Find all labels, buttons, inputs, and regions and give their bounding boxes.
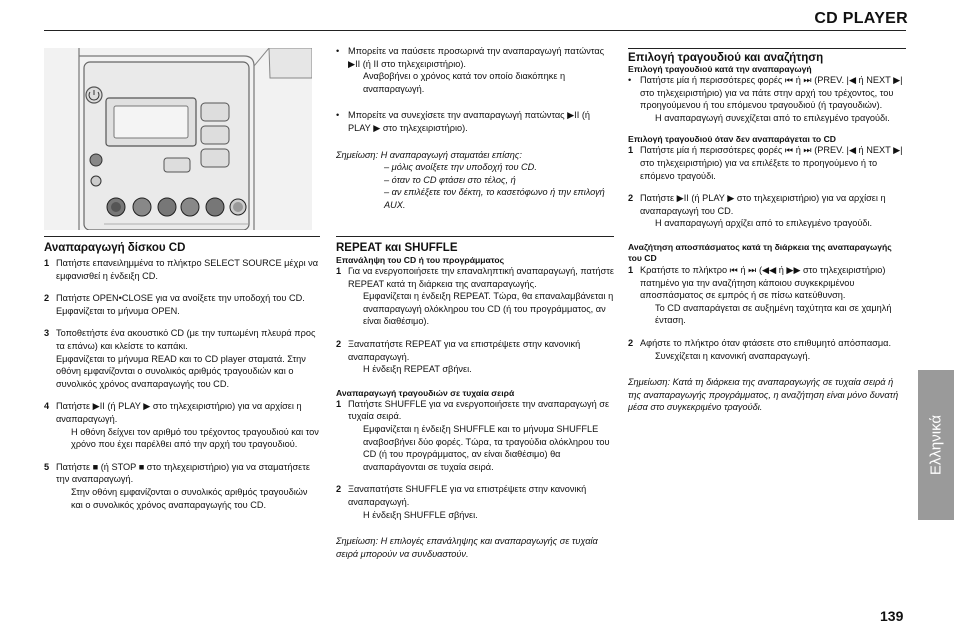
search-step-1 [628, 264, 906, 327]
search-note: Σημείωση: Κατά τη διάρκεια της αναπαραγωγής σε τυχαία σειρά ή της αναπαραγωγής προγράμματος, η αναζήτηση είναι μόνο δυνατή μέσα στο συγκεκριμένο τραγούδι. [628, 377, 899, 413]
note-item: – όταν το CD φτάσει στο τέλος, ή [384, 174, 516, 185]
bullet-result: Η αναπαραγωγή συνεχίζεται από το επιλεγμένο τραγούδι. [655, 112, 890, 123]
note-intro: Σημείωση: Η αναπαραγωγή σταματάει επίσης: [336, 149, 522, 160]
step-number: 3 [44, 328, 50, 339]
select-stopped-step-1 [628, 144, 906, 182]
step-result: Συνεχίζεται η κανονική αναπαραγωγή. [655, 350, 811, 361]
bullet-icon: • [336, 46, 340, 56]
step-text: Πατήστε OPEN•CLOSE για να ανοίξετε την υποδοχή του CD. [56, 293, 305, 304]
step-number: 2 [628, 193, 634, 204]
step-number: 1 [628, 264, 634, 275]
step-text: Πατήστε ▶II (ή PLAY ▶ στο τηλεχειριστήριο) για να αρχίσει η αναπαραγωγή του CD. [640, 193, 886, 216]
step-text: Τοποθετήστε ένα ακουστικό CD (με την τυπωμένη πλευρά προς τα επάνω) και κλείστε το καπάκι. [56, 328, 316, 351]
section-title-track-search: Επιλογή τραγουδιού και αναζήτηση [628, 52, 824, 64]
shuffle-note: Σημείωση: Η επιλογές επανάληψης και αναπαραγωγής σε τυχαία σειρά μπορούν να συνδυαστούν. [336, 536, 598, 559]
device-drawing [44, 48, 312, 230]
step-number: 2 [336, 338, 342, 349]
language-side-tab [918, 370, 954, 520]
step-text: Ξαναπατήστε SHUFFLE για να επιστρέψετε στην κανονική αναπαραγωγή. [348, 484, 587, 507]
page-header-title: CD PLAYER [814, 10, 908, 27]
page-number: 139 [880, 608, 904, 624]
step-text: Πατήστε ▶II (ή PLAY ▶ στο τηλεχειριστήριο) για να αρχίσει η αναπαραγωγή. [56, 401, 302, 424]
subtitle-shuffle: Αναπαραγωγή τραγουδιών σε τυχαία σειρά [336, 387, 515, 398]
step-result: Το CD αναπαράγεται σε αυξημένη ταχύτητα και σε χαμηλή ένταση. [655, 302, 892, 326]
step-result: Εμφανίζεται η ένδειξη SHUFFLE και το μήνυμα SHUFFLE αναβοσβήνει δύο φορές. Τώρα, τα τραγούδια ολόκληρου του CD (ή του προγράμματος, αν είναι διαθέσιμο) θα αναπαράγονται σε τυχαία σειρά. [363, 423, 610, 472]
search-step-2 [628, 337, 906, 362]
shuffle-step-2 [336, 483, 614, 521]
col1-title-rule [44, 236, 320, 237]
col2-title-rule [336, 236, 614, 237]
step-text: Αφήστε το πλήκτρο όταν φτάσετε στο επιθυμητό απόσπασμα. [640, 337, 891, 348]
step-4 [44, 400, 320, 450]
col3-title-rule [628, 48, 906, 49]
step-result: Η αναπαραγωγή αρχίζει από το επιλεγμένο τραγούδι. [655, 218, 873, 229]
column-2-repeat-shuffle [336, 236, 614, 560]
subtitle-select-when-stopped: Επιλογή τραγουδιού όταν δεν αναπαράγεται το CD [628, 134, 836, 145]
step-result: Η ένδειξη REPEAT σβήνει. [363, 364, 472, 375]
step-text: Πατήστε επανειλημμένα το πλήκτρο SELECT SOURCE μέχρι να εμφανισθεί η ένδειξη CD. [56, 258, 319, 281]
section-title-cd-playback: Αναπαραγωγή δίσκου CD [44, 242, 186, 254]
step-result: Εμφανίζεται το μήνυμα READ και το CD player σταματά. Στην οθόνη εμφανίζονται ο συνολικός αριθμός τραγουδιών και ο συνολικός χρόνος αναπαραγωγής του CD. [56, 353, 306, 389]
column-2 [336, 45, 614, 212]
bullet-text: Μπορείτε να παύσετε προσωρινά την αναπαραγωγή πατώντας ▶II (ή II στο τηλεχειριστήριο). [348, 46, 605, 69]
bullet-result: Αναβοβήνει ο χρόνος κατά τον οποίο διακόπηκε η αναπαραγωγή. [363, 71, 566, 94]
step-text: Πατήστε SHUFFLE για να ενεργοποιήσετε την αναπαραγωγή σε τυχαία σειρά. [348, 398, 610, 422]
step-text: Ξαναπατήστε REPEAT για να επιστρέψετε στην κανονική αναπαραγωγή. [348, 338, 581, 362]
column-3 [628, 48, 906, 414]
step-result: Η οθόνη δείχνει τον αριθμό του τρέχοντος τραγουδιού και τον χρόνο που έχει παρέλθει από την αρχή του τραγουδιού. [71, 426, 319, 450]
repeat-step-2 [336, 338, 614, 376]
step-number: 2 [44, 293, 50, 304]
repeat-step-1 [336, 265, 614, 328]
resume-bullet [336, 109, 614, 134]
step-result: Η ένδειξη SHUFFLE σβήνει. [363, 509, 478, 520]
step-result: Στην οθόνη εμφανίζονται ο συνολικός αριθμός τραγουδιών και ο συνολικός χρόνος αναπαραγωγής του CD. [71, 486, 308, 510]
header-rule [44, 30, 906, 31]
step-number: 1 [44, 258, 50, 268]
column-1 [44, 236, 320, 511]
shuffle-step-1 [336, 398, 614, 474]
cd-player-front-panel-illustration [44, 48, 312, 230]
step-number: 1 [628, 145, 634, 156]
subtitle-select-during-play: Επιλογή τραγουδιού κατά την αναπαραγωγή [628, 64, 812, 74]
step-1 [44, 257, 320, 282]
pause-bullet [336, 45, 614, 95]
step-result: Εμφανίζεται η ένδειξη REPEAT. Τώρα, θα επαναλαμβάνεται η αναπαραγωγή ολόκληρου του CD (ή του προγράμματος, αν είναι διαθέσιμο). [363, 291, 614, 327]
step-text: Πατήστε μία ή περισσότερες φορές ⏮ ή ⏭ (PREV. |◀ ή NEXT ▶| στο τηλεχειριστήριο) για να επιλέξετε το προηγούμενο ή το επόμενο τραγούδι. [640, 145, 903, 181]
step-3 [44, 327, 320, 390]
step-5 [44, 461, 320, 511]
bullet-icon: • [628, 75, 632, 85]
step-number: 1 [336, 398, 342, 409]
step-2 [44, 292, 320, 317]
select-stopped-step-2 [628, 192, 906, 230]
step-result: Εμφανίζεται το μήνυμα OPEN. [56, 305, 180, 316]
step-text: Για να ενεργοποιήσετε την επαναληπτική αναπαραγωγή, πατήστε REPEAT κατά τη διάρκεια της αναπαραγωγής. [348, 266, 615, 289]
subtitle-search: Αναζήτηση αποσπάσματος κατά τη διάρκεια της αναπαραγωγής του CD [628, 241, 892, 263]
bullet-text: Μπορείτε να συνεχίσετε την αναπαραγωγή πατώντας ▶II (ή PLAY ▶ στο τηλεχειριστήριο). [348, 110, 591, 133]
subtitle-repeat: Επανάληψη του CD ή του προγράμματος [336, 255, 505, 265]
step-text: Κρατήστε το πλήκτρο ⏮ ή ⏭ (◀◀ ή ▶▶ στο τηλεχειριστήριο) πατημένο για την αναζήτηση κάποιου συγκεκριμένου αποσπάσματος σε εμπρός ή σε πίσω κατεύθυνση. [640, 264, 886, 301]
language-tab-label: Ελληνικά [927, 414, 945, 476]
step-number: 1 [336, 266, 342, 276]
note-item: – μόλις ανοίξετε την υποδοχή του CD. [384, 162, 537, 173]
stop-note [336, 149, 614, 212]
select-during-play-bullet [628, 74, 906, 124]
bullet-icon: • [336, 110, 340, 121]
step-text: Πατήστε ■ (ή STOP ■ στο τηλεχειριστήριο) για να σταματήσετε την αναπαραγωγή. [56, 461, 310, 485]
step-number: 4 [44, 401, 50, 412]
step-number: 5 [44, 461, 50, 472]
section-title-repeat-shuffle: REPEAT και SHUFFLE [336, 242, 458, 254]
step-number: 2 [336, 484, 342, 495]
step-number: 2 [628, 337, 634, 348]
bullet-text: Πατήστε μία ή περισσότερες φορές ⏮ ή ⏭ (PREV. |◀ ή NEXT ▶| στο τηλεχειριστήριο) για να πάτε στην αρχή του τρέχοντος, του προηγούμενου ή του επόμενου τραγουδιού (ή τραγουδιών). [640, 75, 903, 111]
note-item: – αν επιλέξετε τον δέκτη, το κασετόφωνο ή την επιλογή AUX. [384, 187, 605, 210]
